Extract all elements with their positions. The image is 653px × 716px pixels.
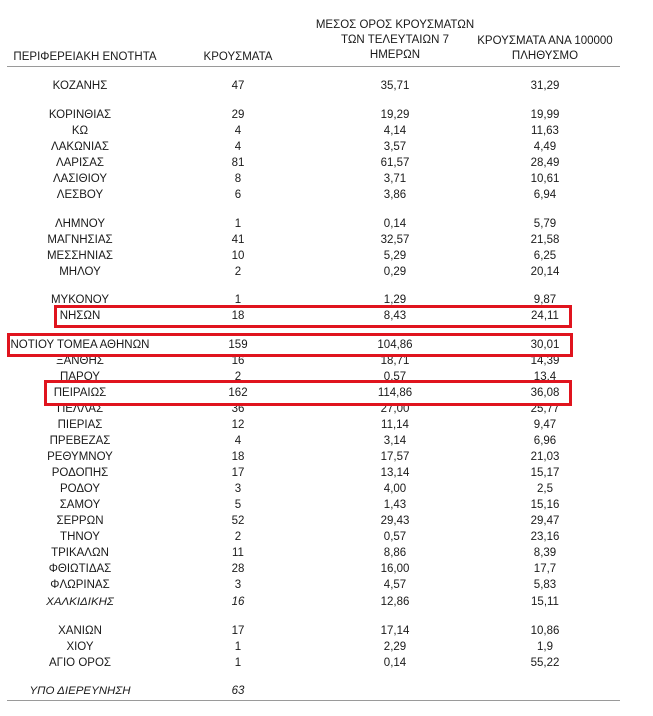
cell-avg-7-days: 18,71 [380,355,410,367]
cell-avg-7-days: 0,14 [383,218,407,230]
cell-avg-7-days: 16,00 [380,563,410,575]
table-row [0,497,653,513]
footer-rule [7,700,620,701]
table-row [0,417,653,433]
cell-avg-7-days: 19,29 [380,109,410,121]
cell-cases: 36 [231,403,245,415]
table-row [0,655,653,671]
cell-per-100k: 9,87 [533,294,557,306]
cell-region: ΛΑΚΩΝΙΑΣ [51,141,109,153]
cell-per-100k: 17,7 [533,563,557,575]
cell-cases: 1 [234,641,242,653]
table-row [0,594,653,610]
cell-per-100k: 15,16 [530,499,560,511]
cell-region: ΞΑΝΘΗΣ [56,355,104,367]
cell-cases: 162 [228,387,248,399]
cell-cases: 18 [231,310,245,322]
cell-avg-7-days: 11,14 [381,419,409,431]
cell-region: ΡΟΔΟΠΗΣ [51,467,109,479]
cell-region: ΡΟΔΟΥ [59,483,101,495]
cell-region: ΚΟΖΑΝΗΣ [52,80,108,92]
cell-avg-7-days: 3,57 [383,141,407,153]
cell-per-100k: 5,79 [533,218,557,230]
table-row [0,481,653,497]
cell-cases: 3 [234,483,242,495]
cell-per-100k: 10,86 [530,625,560,637]
cell-cases: 41 [231,234,245,246]
cell-avg-7-days: 32,57 [380,234,410,246]
cell-region: ΛΑΡΙΣΑΣ [55,157,105,169]
cell-cases: 2 [234,531,242,543]
cell-avg-7-days: 5,29 [383,250,407,262]
cell-cases: 1 [234,294,242,306]
table-row [0,545,653,561]
cell-cases: 1 [234,657,242,669]
cell-cases: 2 [234,266,242,278]
cell-region: ΠΙΕΡΙΑΣ [57,419,103,431]
table-row [0,639,653,655]
table-row [0,107,653,123]
cell-cases: 5 [234,499,242,511]
cell-region: ΝΗΣΩΝ [59,310,101,322]
table-row [0,449,653,465]
cell-avg-7-days: 2,29 [383,641,407,653]
cell-avg-7-days: 0,29 [383,266,407,278]
cell-per-100k: 9,47 [533,419,557,431]
cell-avg-7-days: 1,43 [383,499,407,511]
cell-per-100k: 10,61 [530,173,560,185]
cell-per-100k: 4,49 [533,141,557,153]
cell-per-100k: 30,01 [530,339,560,351]
cell-region: ΧΙΟΥ [66,641,94,653]
cell-region: ΦΛΩΡΙΝΑΣ [50,579,110,591]
cell-region: ΜΑΓΝΗΣΙΑΣ [47,234,113,246]
table-row [0,155,653,171]
table-row [0,513,653,529]
highlight-box-notiou-tomea-athinon [7,333,573,357]
cell-per-100k: 31,29 [530,80,560,92]
cell-cases: 18 [231,451,245,463]
cell-per-100k: 11,63 [531,125,559,137]
cell-avg-7-days: 4,14 [383,125,407,137]
cell-avg-7-days: 17,14 [380,625,410,637]
cell-cases: 16 [231,596,245,608]
cell-region: ΛΗΜΝΟΥ [54,218,106,230]
cell-per-100k: 5,83 [533,579,557,591]
cell-cases: 81 [231,157,245,169]
highlight-box-nison [54,305,572,328]
cell-region: ΑΓΙΟ ΟΡΟΣ [48,657,111,669]
header-per100k [465,34,625,64]
cell-region: ΧΑΛΚΙΔΙΚΗΣ [46,596,114,608]
cell-cases: 6 [234,189,242,201]
cell-cases: 11 [232,547,244,559]
cell-cases: 1 [234,218,242,230]
cell-per-100k: 14,39 [530,355,560,367]
cell-per-100k: 24,11 [531,310,559,322]
cell-region: ΝΟΤΙΟΥ ΤΟΜΕΑ ΑΘΗΝΩΝ [10,339,150,351]
cell-per-100k: 20,14 [530,266,560,278]
cell-cases: 4 [234,125,242,137]
cell-per-100k: 6,25 [533,250,557,262]
cell-avg-7-days: 4,57 [383,579,407,591]
cell-avg-7-days: 61,57 [380,157,410,169]
cell-avg-7-days: 114,86 [377,387,413,399]
cell-cases: 16 [231,355,245,367]
cell-per-100k: 25,77 [530,403,560,415]
cell-region: ΣΕΡΡΩΝ [56,515,104,527]
cell-cases: 2 [234,371,242,383]
header-per100k-line2: ΠΛΗΘΥΣΜΟ [511,50,579,62]
cell-cases: 17 [231,625,245,637]
table-row [0,264,653,280]
table-row [0,216,653,232]
cell-region: ΛΕΣΒΟΥ [56,189,104,201]
table-row [0,139,653,155]
header-avg-line2: ΤΩΝ ΤΕΛΕΥΤΑΙΩΝ 7 [341,34,449,46]
cell-per-100k: 13,4 [533,371,557,383]
cell-per-100k: 36,08 [530,387,560,399]
cell-region: ΜΥΚΟΝΟΥ [50,294,110,306]
cell-cases: 12 [231,419,245,431]
cell-region: ΚΟΡΙΝΘΙΑΣ [48,109,112,121]
cell-per-100k: 2,5 [537,483,553,495]
cell-region: ΥΠΟ ΔΙΕΡΕΥΝΗΣΗ [29,685,131,697]
cell-avg-7-days: 0,57 [383,531,407,543]
cell-per-100k: 15,17 [530,467,560,479]
cell-avg-7-days: 4,00 [383,483,407,495]
cell-per-100k: 21,03 [530,451,560,463]
cell-cases: 159 [228,339,248,351]
cell-per-100k: 8,39 [533,547,557,559]
cell-avg-7-days: 13,14 [380,467,410,479]
cell-region: ΠΡΕΒΕΖΑΣ [49,435,111,447]
header-avg [305,18,485,63]
header-avg-line3: ΗΜΕΡΩΝ [369,49,421,61]
cell-per-100k: 28,49 [530,157,560,169]
header-region: ΠΕΡΙΦΕΡΕΙΑΚΗ ΕΝΟΤΗΤΑ [13,51,157,63]
cell-cases: 28 [231,563,245,575]
cell-region: ΣΑΜΟΥ [59,499,101,511]
header-per100k-line1: ΚΡΟΥΣΜΑΤΑ ΑΝΑ 100000 [477,35,613,47]
cell-avg-7-days: 1,29 [383,294,407,306]
cell-per-100k: 15,11 [531,596,559,608]
cell-cases: 10 [231,250,245,262]
cell-region: ΠΕΙΡΑΙΩΣ [53,387,107,399]
cell-region: ΡΕΘΥΜΝΟΥ [47,451,113,463]
cell-cases: 3 [234,579,242,591]
table-row [0,561,653,577]
table-row [0,577,653,593]
table-row [0,465,653,481]
cell-cases: 8 [234,173,242,185]
table-row [0,529,653,545]
cell-region: ΜΕΣΣΗΝΙΑΣ [46,250,114,262]
cell-per-100k: 6,94 [533,189,557,201]
table-row [0,187,653,203]
cell-avg-7-days: 12,86 [380,596,410,608]
cell-per-100k: 29,47 [530,515,560,527]
table-row [0,623,653,639]
table-row [0,123,653,139]
cell-region: ΠΕΛΛΑΣ [56,403,104,415]
header-avg-line1: ΜΕΣΟΣ ΟΡΟΣ ΚΡΟΥΣΜΑΤΩΝ [315,19,475,31]
cell-region: ΠΑΡΟΥ [60,371,100,383]
cell-per-100k: 6,96 [533,435,557,447]
cell-avg-7-days: 3,71 [383,173,407,185]
cell-per-100k: 19,99 [530,109,560,121]
table-row [0,171,653,187]
cell-avg-7-days: 8,43 [383,310,407,322]
cell-avg-7-days: 17,57 [380,451,410,463]
table-row-under-investigation [0,683,653,699]
cell-cases: 4 [234,141,242,153]
cell-avg-7-days: 0,57 [383,371,407,383]
highlight-box-peiraios [44,380,572,406]
table-row [0,232,653,248]
cell-region: ΦΘΙΩΤΙΔΑΣ [48,563,112,575]
cell-avg-7-days: 104,86 [377,339,413,351]
cell-per-100k: 1,9 [537,641,553,653]
cell-region: ΤΡΙΚΑΛΩΝ [51,547,109,559]
cell-avg-7-days: 3,14 [383,435,407,447]
table-row [0,433,653,449]
cell-cases: 17 [231,467,245,479]
cell-region: ΜΗΛΟΥ [59,266,101,278]
header-cases: ΚΡΟΥΣΜΑΤΑ [203,51,273,63]
cell-cases: 52 [231,515,245,527]
header-rule [7,66,620,67]
cell-cases: 4 [234,435,242,447]
cell-cases: 47 [231,80,245,92]
cell-region: ΛΑΣΙΘΙΟΥ [52,173,108,185]
cell-avg-7-days: 29,43 [380,515,410,527]
cell-cases: 29 [231,109,245,121]
cell-avg-7-days: 27,00 [380,403,410,415]
cell-per-100k: 23,16 [530,531,560,543]
cell-avg-7-days: 0,14 [383,657,407,669]
cell-per-100k: 55,22 [530,657,560,669]
cell-avg-7-days: 8,86 [383,547,407,559]
table-row [0,248,653,264]
cell-region: ΤΗΝΟΥ [60,531,100,543]
table-row [0,78,653,94]
cell-region: ΧΑΝΙΩΝ [58,625,102,637]
cell-avg-7-days: 3,86 [383,189,407,201]
cell-avg-7-days: 35,71 [380,80,410,92]
cell-per-100k: 21,58 [530,234,560,246]
cell-cases: 63 [231,685,245,697]
cell-region: ΚΩ [71,125,89,137]
